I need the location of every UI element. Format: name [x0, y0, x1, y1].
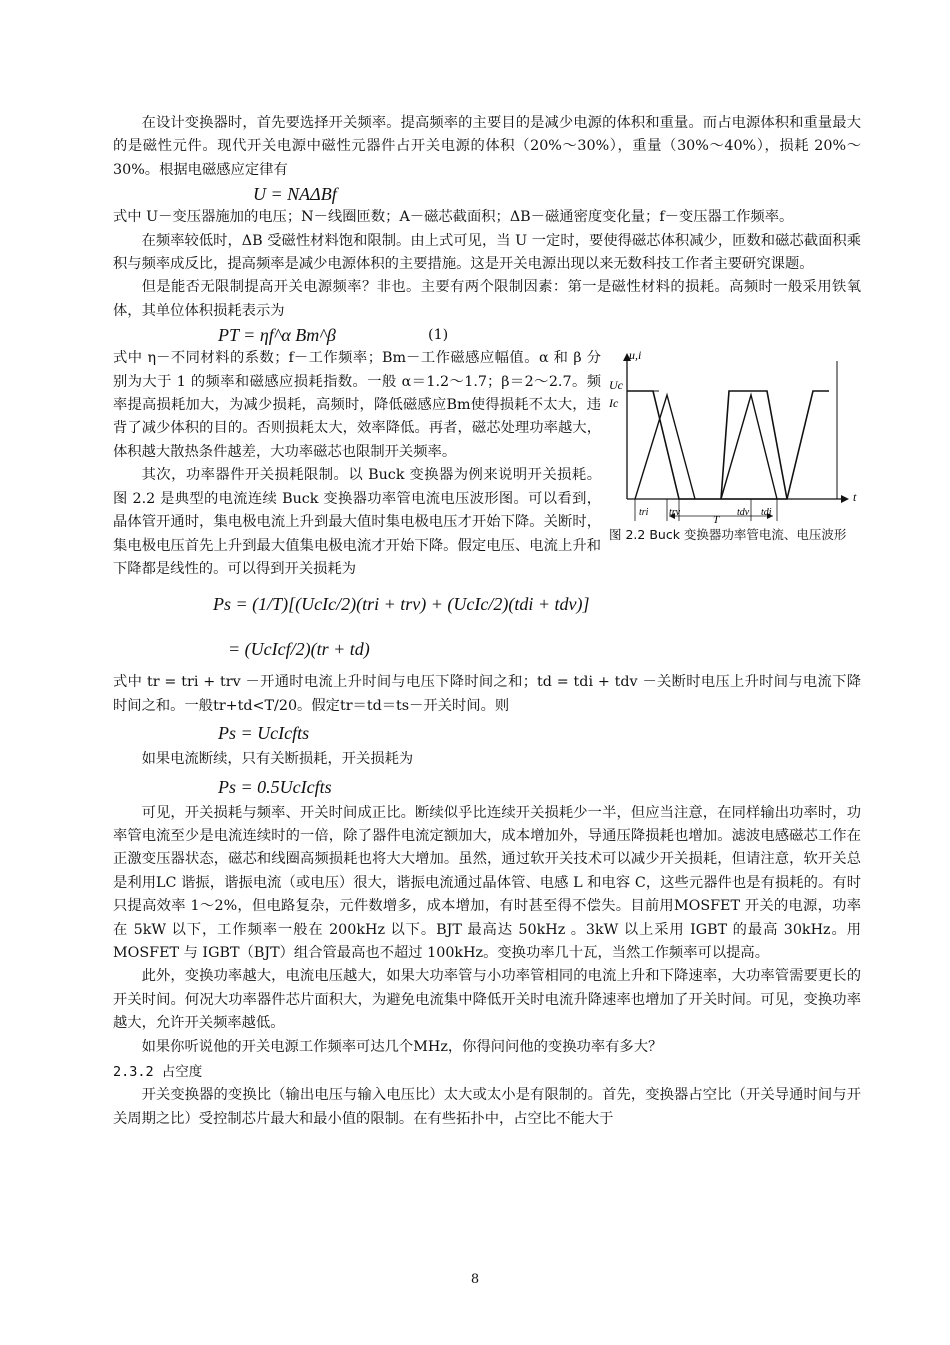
paragraph-4: 但是能否无限制提高开关电源频率？非也。主要有两个限制因素：第一是磁性材料的损耗。高频时一般采用铁氧体，其单位体积损耗表示为 [113, 279, 861, 319]
equation-switch-loss-simplified-text: = (UcIcf/2)(tr + td) [228, 639, 370, 660]
equation-faraday-text: U = NAΔBf [253, 184, 337, 205]
x-axis-arrow [841, 495, 849, 503]
label-uc: Uc [609, 378, 623, 393]
document-body [113, 112, 861, 1131]
label-tri: tri [639, 507, 649, 519]
paragraph-1: 在设计变换器时，首先要选择开关频率。提高频率的主要目的是减少电源的体积和重量。而占电源体积和重量最大的是磁性元件。现代开关电源中磁性元器件占开关电源的体积（20%～30%），重量（30%～40%），损耗 20%～30%。根据电磁感应定律有 [113, 115, 861, 178]
paragraph-9: 可见，开关损耗与频率、开关时间成正比。断续似乎比连续开关损耗少一半，但应当注意，在同样输出功率时，功率管电流至少是电流连续时的一倍，除了器件电流定额加大，成本增加外，导通压降损耗也增加。滤波电感磁芯工作在正激变压器状态，磁芯和线圈高频损耗也将大大增加。虽然，通过软开关技术可以减少开关损耗，但请注意，软开关总是利用LC 谐振，谐振电流（或电压）很大，谐振电流通过晶体管、电感 L 和电容 C，这些元器件也是有损耗的。有时只提高效率 1～2%，但电路复杂，元件数增多，成本增加，有时甚至得不偿失。目前用MOSFET 开关的电源，功率在 5kW 以下，工作频率一般在 200kHz 以下。BJT 最高达 50kHz 。3kW 以上采用 IGBT 的最高 30kHz。用 MOSFET 与 IGBT（BJT）组合管最高也不超过 100kHz。变换功率几十瓦，当然工作频率可以提高。 [113, 804, 861, 961]
paragraph-7: 式中 tr = tri + trv －开通时电流上升时间与电压下降时间之和；td = tdi + tdv －关断时电压上升时间与电流下降时间之和。一般tr+td<T/20。假定tr＝td＝ts－开关时间。则 [113, 674, 861, 714]
paragraph-10: 此外，变换功率越大，电流电压越大，如果大功率管与小功率管相同的电流上升和下降速率，大功率管需要更长的开关时间。何况大功率器件芯片面积大，为避免电流集中降低开关时电流升降速率也增加了开关时间。可见，变换功率越大，允许开关频率越低。 [113, 968, 861, 1032]
page-number: 8 [470, 1272, 480, 1287]
equation-switch-loss-simplified [113, 627, 861, 671]
paragraph-5: 式中 η－不同材料的系数；f－工作频率；Bm－工作磁感应幅值。α 和 β 分别为大于 1 的频率和磁感应损耗指数。一般 α＝1.2～1.7；β＝2～2.7。频率提高损耗加大，为减少损耗，高频时，降低磁感应Bm使得损耗不太大，违背了减少体积的目的。否则损耗太大，效率降低。再者，磁芯处理功率越大，体积越大散热条件越差，大功率磁芯也限制开关频率。 [113, 350, 601, 460]
current-rise-1 [635, 395, 695, 499]
axis-y-label: u,i [629, 349, 642, 363]
equation-ps-discontinuous [113, 772, 861, 802]
equation-ps-text: Ps = UcIcfts [218, 723, 310, 744]
equation-switch-loss-text: Ps = (1/T)[(UcIc/2)(tri + trv) + (UcIc/2)(tdi + tdv)] [213, 594, 590, 615]
equation-core-loss-text: PT = ηf^α Bm^β [218, 325, 336, 346]
label-T: T [713, 514, 720, 524]
label-trv: trv [669, 507, 681, 519]
equation-faraday [113, 182, 861, 206]
equation-switch-loss [113, 581, 861, 627]
current-rise-2 [721, 395, 777, 499]
figure-buck-waveform [609, 349, 871, 545]
waveform-plot [609, 349, 871, 523]
paragraph-2: 式中 U－变压器施加的电压；N－线圈匝数；A－磁芯截面积；ΔB－磁通密度变化量；f－变压器工作频率。 [113, 209, 794, 226]
paragraph-6: 其次，功率器件开关损耗限制。以 Buck 变换器为例来说明开关损耗。图 2.2 是典型的电流连续 Buck 变换器功率管电流电压波形图。可以看到，晶体管开通时，集电极电流上升到最大值时集电极电压才开始下降。关断时，集电极电压首先上升到最大值集电极电流才开始下降。假定电压、电流上升和下降都是线性的。可以得到开关损耗为 [113, 467, 601, 577]
figure-caption: 图 2.2 Buck 变换器功率管电流、电压波形 [609, 527, 847, 543]
paragraph-3: 在频率较低时，ΔB 受磁性材料饱和限制。由上式可见，当 U 一定时，要使得磁芯体积减少，匝数和磁芯截面积乘积与频率成反比，提高频率是减少电源体积的主要措施。这是开关电源出现以来无数科技工作者主要研究课题。 [113, 232, 861, 273]
paragraph-12: 开关变换器的变换比（输出电压与输入电压比）太大或太小是有限制的。首先，变换器占空比（开关导通时间与开关周期之比）受控制芯片最大和最小值的限制。在有些拓扑中，占空比不能大于 [113, 1087, 861, 1127]
equation-number: (1) [428, 327, 449, 344]
label-tdi: tdi [761, 507, 772, 519]
label-tdv: tdv [737, 507, 750, 519]
section-heading: 2.3.2 占空度 [113, 1064, 203, 1080]
paragraph-8: 如果电流断续，只有关断损耗，开关损耗为 [141, 751, 414, 768]
equation-ps [113, 718, 861, 748]
paragraph-11: 如果你听说他的开关电源工作频率可达几个MHz，你得问问他的变换功率有多大？ [141, 1038, 663, 1055]
label-ic: Ic [609, 396, 619, 411]
equation-ps-discontinuous-text: Ps = 0.5UcIcfts [218, 776, 332, 797]
axis-x-label: t [853, 490, 857, 505]
equation-core-loss [113, 323, 861, 347]
